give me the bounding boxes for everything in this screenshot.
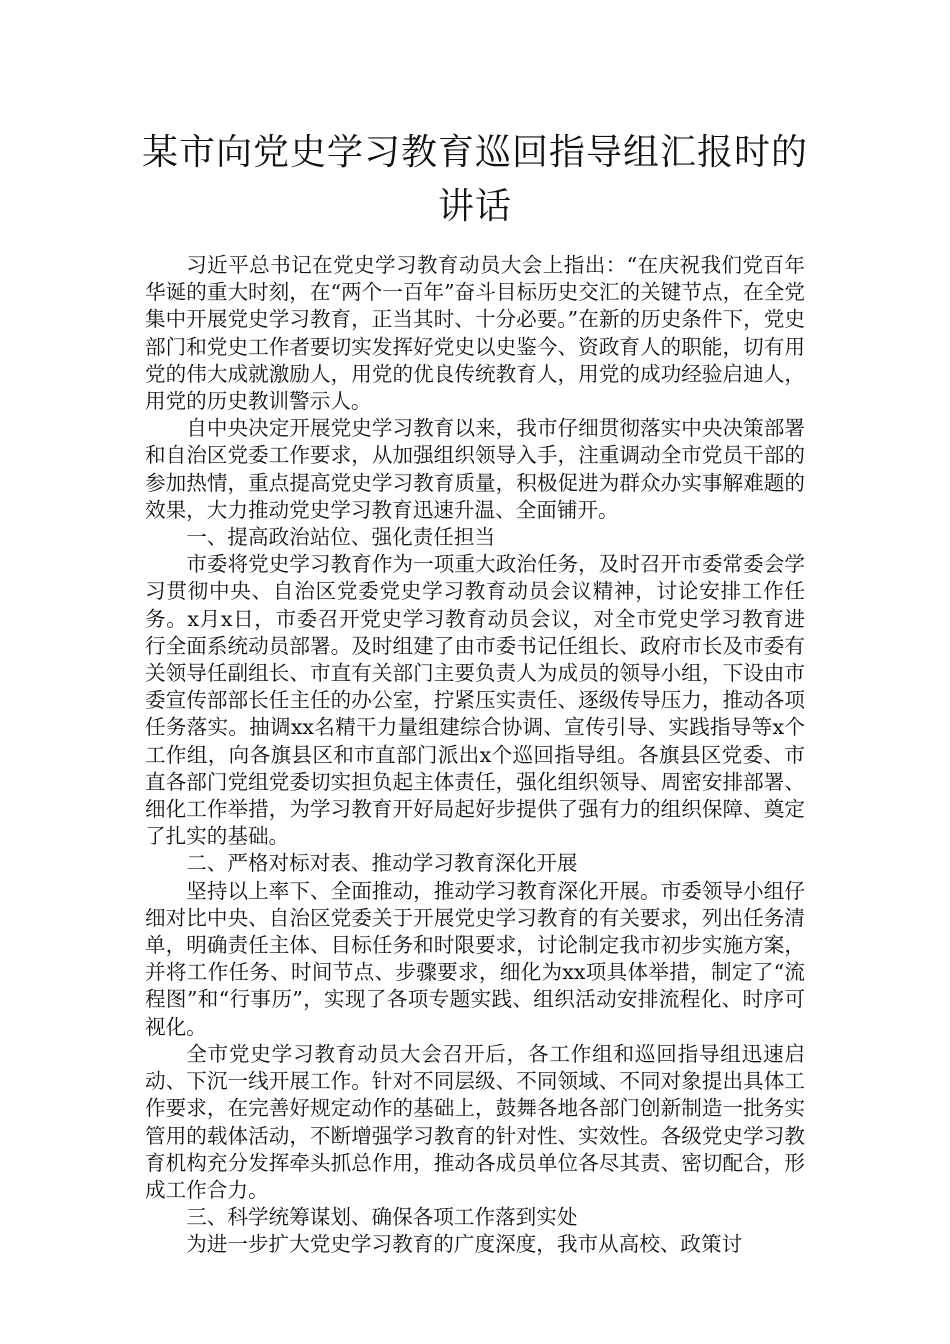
title-line-1: 某市向党史学习教育巡回指导组汇报时的 bbox=[141, 132, 808, 173]
section-heading-3: 三、科学统筹谋划、确保各项工作落到实处 bbox=[186, 1205, 578, 1230]
title-line-2: 讲话 bbox=[437, 186, 512, 227]
document-title bbox=[120, 126, 830, 234]
paragraph-intro: 习近平总书记在党史学习教育动员大会上指出：“在庆祝我们党百年华诞的重大时刻，在“两个一百年”奋斗目标历史交汇的关键节点，在全党集中开展党史学习教育，正当其时、十分必要。”在新的历史条件下，党史部门和党史工作者要切实发挥好党史以史鉴今、资政育人的职能，切有用党的伟大成就激励人，用党的优良传统教育人，用党的成功经验启迪人，用党的历史教训警示人。 bbox=[145, 253, 805, 414]
document-body bbox=[145, 252, 805, 1259]
paragraph-section-2a: 坚持以上率下、全面推动，推动学习教育深化开展。市委领导小组仔细对比中央、自治区党委关于开展党史学习教育的有关要求，列出任务清单，明确责任主体、目标任务和时限要求，讨论制定我市初步实施方案，并将工作任务、时间节点、步骤要求，细化为xx项具体举措，制定了“流程图”和“行事历”，实现了各项专题实践、组织活动安排流程化、时序可视化。 bbox=[145, 878, 805, 1039]
section-heading-2: 二、严格对标对表、推动学习教育深化开展 bbox=[186, 851, 578, 876]
paragraph-overview: 自中央决定开展党史学习教育以来，我市仔细贯彻落实中央决策部署和自治区党委工作要求，从加强组织领导入手，注重调动全市党员干部的参加热情，重点提高党史学习教育质量，积极促进为群众办实事解难题的效果，大力推动党史学习教育迅速升温、全面铺开。 bbox=[145, 416, 805, 522]
section-heading-1: 一、提高政治站位、强化责任担当 bbox=[186, 525, 496, 550]
paragraph-section-2b: 全市党史学习教育动员大会召开后，各工作组和巡回指导组迅速启动、下沉一线开展工作。针对不同层级、不同领域、不同对象提出具体工作要求，在完善好规定动作的基础上，鼓舞各地各部门创新制造一批务实管用的载体活动，不断增强学习教育的针对性、实效性。各级党史学习教育机构充分发挥牵头抓总作用，推动各成员单位各尽其责、密切配合，形成工作合力。 bbox=[145, 1041, 805, 1202]
paragraph-section-3: 为进一步扩大党史学习教育的广度深度，我市从高校、政策讨 bbox=[186, 1232, 743, 1257]
paragraph-section-1: 市委将党史学习教育作为一项重大政治任务，及时召开市委常委会学习贯彻中央、自治区党委党史学习教育动员会议精神，讨论安排工作任务。x月x日，市委召开党史学习教育动员会议，对全市党史学习教育进行全面系统动员部署。及时组建了由市委书记任组长、政府市长及市委有关领导任副组长、市直有关部门主要负责人为成员的领导小组，下设由市委宣传部部长任主任的办公室，拧紧压实责任、逐级传导压力，推动各项任务落实。抽调xx名精干力量组建综合协调、宣传引导、实践指导等x个工作组，向各旗县区和市直部门派出x个巡回指导组。各旗县区党委、市直各部门党组党委切实担负起主体责任，强化组织领导、周密安排部署、细化工作举措，为学习教育开好局起好步提供了强有力的组织保障、奠定了扎实的基础。 bbox=[145, 552, 805, 849]
